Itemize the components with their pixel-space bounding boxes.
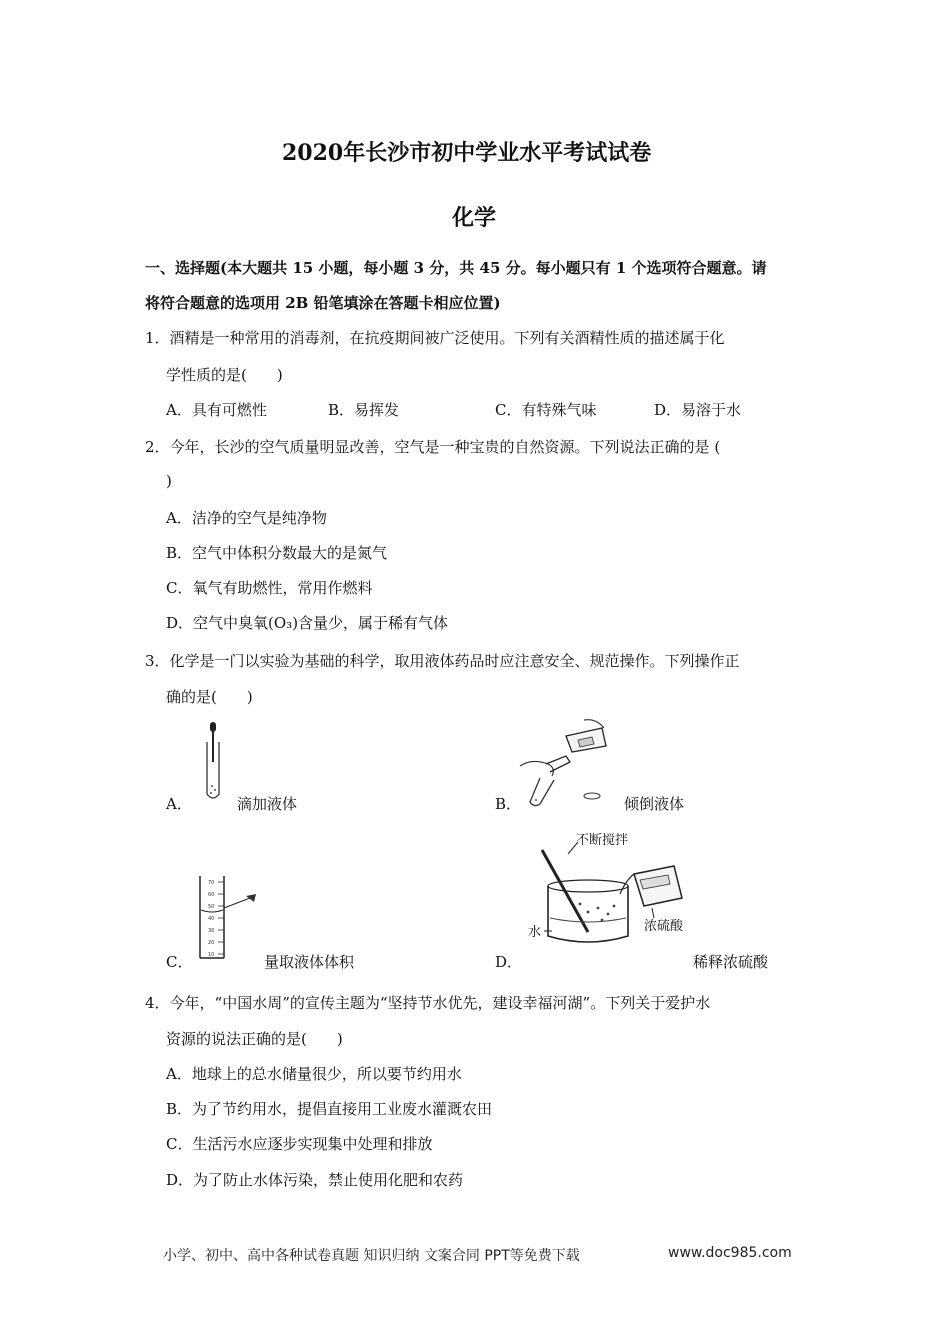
q1-option-c: C．有特殊气味 (495, 401, 597, 419)
subject-title: 化学 (452, 205, 497, 231)
label-stir: 不断搅拌 (576, 833, 629, 848)
q1-option-b: B．易挥发 (328, 401, 400, 419)
q4-stem-line2: 资源的说法正确的是( ) (166, 1030, 343, 1048)
q1-stem-line2: 学性质的是( ) (166, 366, 283, 384)
section-heading-line2: 将符合题意的选项用 2B 铅笔填涂在答题卡相应位置) (145, 294, 501, 312)
q3-option-a-letter: A． (166, 795, 192, 813)
section-heading-line1: 一、选择题(本大题共 15 小题，每小题 3 分，共 45 分。每小题只有 1 个选项符合题意。请 (145, 259, 767, 277)
figure-dilute-acid (528, 828, 704, 958)
q2-option-d: D．空气中臭氧(O₃)含量少，属于稀有气体 (166, 614, 449, 632)
cylinder-tick-10: 10 (208, 952, 215, 958)
q4-option-d: D．为了防止水体污染，禁止使用化肥和农药 (166, 1171, 464, 1189)
q3-option-b-letter: B． (495, 795, 522, 813)
cylinder-tick-30: 30 (208, 928, 215, 934)
q3-option-d-text: 稀释浓硫酸 (693, 953, 769, 971)
figure-measuring-cylinder (196, 874, 262, 960)
q3-option-d-letter: D． (495, 953, 523, 971)
cylinder-tick-20: 20 (208, 940, 215, 946)
label-water: 水 (528, 925, 542, 940)
q3-option-c-letter: C． (166, 953, 193, 971)
q2-stem-line2: ) (166, 472, 172, 490)
label-acid: 浓硫酸 (644, 919, 684, 934)
cylinder-tick-60: 60 (208, 892, 215, 898)
q2-option-a: A．洁净的空气是纯净物 (166, 509, 327, 527)
q1-stem-line1: 1．酒精是一种常用的消毒剂，在抗疫期间被广泛使用。下列有关酒精性质的描述属于化 (145, 329, 725, 347)
q4-option-a: A．地球上的总水储量很少，所以要节约用水 (166, 1065, 462, 1083)
q3-stem-line1: 3．化学是一门以实验为基础的科学，取用液体药品时应注意安全、规范操作。下列操作正 (145, 652, 740, 670)
q4-stem-line1: 4．今年，“中国水周”的宣传主题为“坚持节水优先，建设幸福河湖”。下列关于爱护水 (145, 994, 711, 1012)
q3-option-b-text: 倾倒液体 (624, 795, 685, 813)
cylinder-tick-70: 70 (208, 880, 215, 886)
q1-option-a: A．具有可燃性 (166, 401, 267, 419)
q4-option-c: C．生活污水应逐步实现集中处理和排放 (166, 1135, 433, 1153)
footer-promo-text: 小学、初中、高中各种试卷真题 知识归纳 文案合同 PPT等免费下载 (163, 1248, 580, 1264)
q2-option-c: C．氧气有助燃性，常用作燃料 (166, 579, 373, 597)
footer-url[interactable]: www.doc985.com (668, 1245, 792, 1261)
figure-pouring-liquid (518, 716, 610, 808)
exam-title: 2020年长沙市初中学业水平考试试卷 (282, 140, 652, 166)
q3-stem-line2: 确的是( ) (166, 688, 253, 706)
q3-option-a-text: 滴加液体 (237, 795, 298, 813)
cylinder-tick-40: 40 (208, 916, 215, 922)
figure-dropping-liquid (196, 720, 230, 802)
q3-option-c-text: 量取液体体积 (264, 953, 355, 971)
cylinder-tick-50: 50 (208, 904, 215, 910)
q4-option-b: B．为了节约用水，提倡直接用工业废水灌溉农田 (166, 1100, 493, 1118)
q1-option-d: D．易溶于水 (654, 401, 742, 419)
q2-option-b: B．空气中体积分数最大的是氮气 (166, 544, 388, 562)
q2-stem-line1: 2．今年，长沙的空气质量明显改善，空气是一种宝贵的自然资源。下列说法正确的是 ( (145, 438, 721, 456)
